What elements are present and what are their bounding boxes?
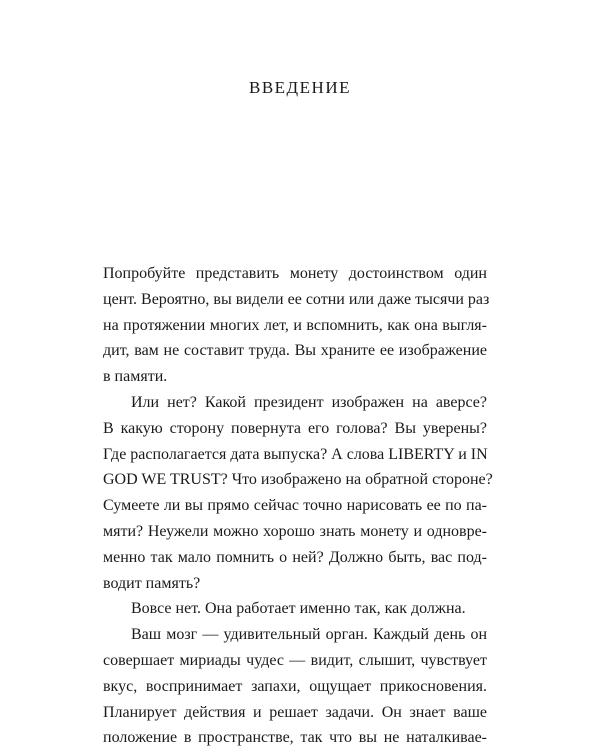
body-text [103,261,493,751]
text-line: на протяжении многих лет, и вспомнить, как она выгля- [103,316,487,334]
text-line: дит, вам не составит труда. Вы храните ее изображение [103,342,487,360]
text-line: GOD WE TRUST? Что изображено на обратной стороне? [103,471,493,489]
text-line: В какую сторону повернута его голова? Вы уверены? [103,419,487,437]
text-line: совершает мириады чудес — видит, слышит, чувствует [103,651,487,669]
text-line: Попробуйте представить монету достоинством один [103,265,487,282]
text-line: Или нет? Какой президент изображен на аверсе? [131,393,487,411]
text-line: менно так мало помнить о ней? Должно быть, вас под- [103,548,487,566]
text-line: Ваш мозг — удивительный орган. Каждый день он [131,626,487,644]
text-line: вкус, воспринимает запахи, ощущает прикосновения. [103,677,487,695]
text-line: мяти? Неужели можно хорошо знать монету и одновре- [103,522,487,540]
text-line: Вовсе нет. Она работает именно так, как должна. [131,600,466,618]
text-line: Где располагается дата выпуска? А слова LIBERTY и IN [103,445,488,463]
chapter-title: ВВЕДЕНИЕ [249,78,351,97]
text-line: цент. Вероятно, вы видели ее сотни или даже тысячи раз [103,290,490,308]
text-line: Планирует действия и решает задачи. Он знает ваше [103,703,487,721]
text-line: в памяти. [103,368,168,386]
text-line: положение в пространстве, так что вы не наталкивае- [103,729,487,747]
text-line: водит память? [103,574,201,592]
text-line: Сумеете ли вы прямо сейчас точно нарисовать ее по па- [103,497,487,515]
